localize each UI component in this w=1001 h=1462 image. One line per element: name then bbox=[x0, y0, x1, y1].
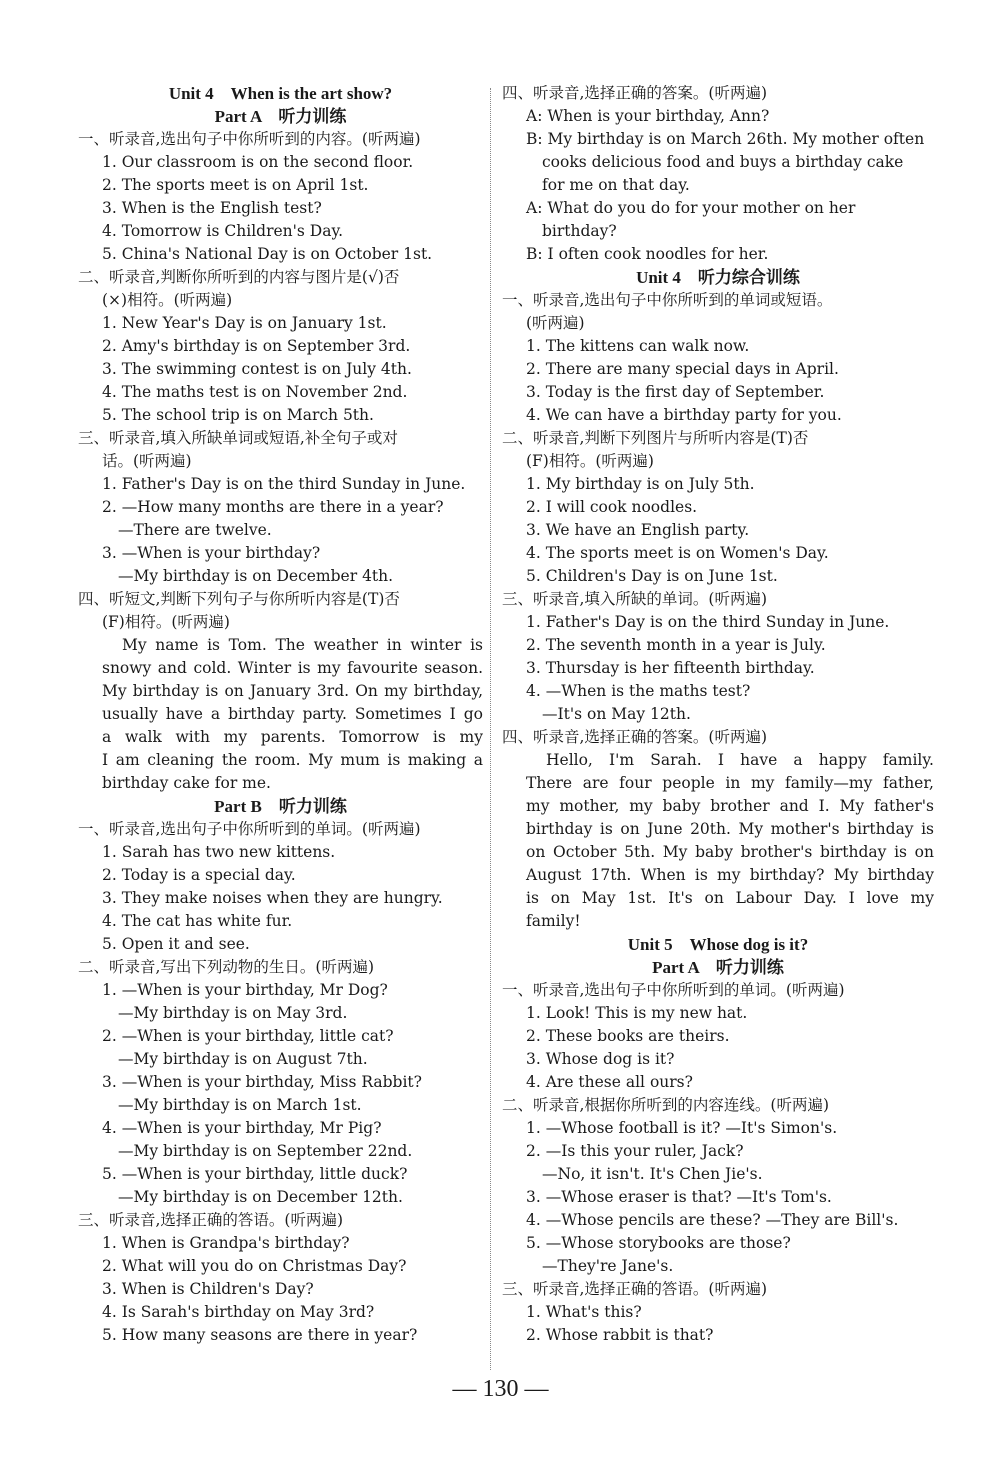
item-line: 1. Look! This is my new hat. bbox=[526, 1004, 748, 1022]
passage-line: is on May 1st. It's on Labour Day. I love my bbox=[526, 889, 934, 907]
item-line: 3. When is the English test? bbox=[102, 199, 322, 217]
passage-line: snowy and cold. Winter is my favourite season. bbox=[102, 659, 483, 677]
item-line: 2. —How many months are there in a year? bbox=[102, 498, 444, 516]
section-instruction: 三、听录音,选择正确的答语。(听两遍) bbox=[502, 1280, 768, 1298]
item-line: 5. How many seasons are there in year? bbox=[102, 1326, 418, 1344]
section-instruction: 二、听录音,写出下列动物的生日。(听两遍) bbox=[78, 958, 375, 976]
page-number: — 130 — bbox=[452, 1376, 549, 1402]
reply-line: —No, it isn't. It's Chen Jie's. bbox=[542, 1165, 763, 1183]
item-line: 4. The sports meet is on Women's Day. bbox=[526, 544, 829, 562]
passage-line: a walk with my parents. Tomorrow is my bbox=[102, 728, 483, 746]
passage-line: My birthday is on January 3rd. On my birthday, bbox=[102, 682, 483, 700]
item-line: 5. Children's Day is on June 1st. bbox=[526, 567, 778, 585]
section-instruction: 二、听录音,判断下列图片与所听内容是(T)否 bbox=[502, 429, 809, 447]
item-line: 5. —Whose storybooks are those? bbox=[526, 1234, 791, 1252]
passage-line: birthday is on June 20th. My mother's birthday is bbox=[526, 820, 934, 838]
passage-line: August 17th. When is my birthday? My birthday bbox=[526, 866, 934, 884]
item-line: 5. China's National Day is on October 1st. bbox=[102, 245, 433, 263]
item-line: 3. They make noises when they are hungry. bbox=[102, 889, 443, 907]
column-divider bbox=[490, 88, 491, 1370]
part-heading: Part A 听力训练 bbox=[214, 107, 347, 126]
passage-line: birthday cake for me. bbox=[102, 774, 271, 792]
passage-line: Hello, I'm Sarah. I have a happy family. bbox=[546, 751, 934, 769]
passage-line: on October 5th. My baby brother's birthday is on bbox=[526, 843, 934, 861]
part-heading: Part B 听力训练 bbox=[214, 797, 347, 816]
item-line: 2. —When is your birthday, little cat? bbox=[102, 1027, 394, 1045]
section-instruction: 四、听录音,选择正确的答案。(听两遍) bbox=[502, 728, 768, 746]
item-line: 3. Today is the first day of September. bbox=[526, 383, 825, 401]
part-heading: Part A 听力训练 bbox=[652, 958, 784, 977]
item-line: (×)相符。(听两遍) bbox=[102, 291, 233, 309]
item-line: 4. We can have a birthday party for you. bbox=[526, 406, 842, 424]
item-line: 2. Amy's birthday is on September 3rd. bbox=[102, 337, 411, 355]
section-instruction: 三、听录音,填入所缺单词或短语,补全句子或对 bbox=[78, 429, 398, 447]
item-line: 1. Sarah has two new kittens. bbox=[102, 843, 336, 861]
item-line: 2. Today is a special day. bbox=[102, 866, 296, 884]
item-line: B: My birthday is on March 26th. My mother often bbox=[526, 130, 925, 148]
item-line: A: What do you do for your mother on her bbox=[526, 199, 856, 217]
item-line: 3. When is Children's Day? bbox=[102, 1280, 314, 1298]
right-column bbox=[502, 82, 934, 1347]
item-line: 话。(听两遍) bbox=[102, 452, 192, 470]
item-line: (F)相符。(听两遍) bbox=[102, 613, 230, 631]
item-line: 5. —When is your birthday, little duck? bbox=[102, 1165, 408, 1183]
item-line: 2. These books are theirs. bbox=[526, 1027, 730, 1045]
item-line: A: When is your birthday, Ann? bbox=[526, 107, 770, 125]
item-line: 4. Is Sarah's birthday on May 3rd? bbox=[102, 1303, 375, 1321]
section-instruction: 四、听短文,判断下列句子与你所听内容是(T)否 bbox=[78, 590, 400, 608]
item-line: (听两遍) bbox=[526, 314, 585, 332]
item-line: 3. The swimming contest is on July 4th. bbox=[102, 360, 412, 378]
item-line: 2. The seventh month in a year is July. bbox=[526, 636, 826, 654]
left-column bbox=[78, 82, 483, 1347]
reply-line: —My birthday is on May 3rd. bbox=[118, 1004, 348, 1022]
unit-heading: Unit 4 When is the art show? bbox=[168, 84, 393, 103]
item-line: 3. —Whose eraser is that? —It's Tom's. bbox=[526, 1188, 832, 1206]
reply-line: —My birthday is on December 4th. bbox=[118, 567, 394, 585]
item-line: 3. —When is your birthday? bbox=[102, 544, 321, 562]
reply-line: birthday? bbox=[542, 222, 617, 240]
item-line: 4. Tomorrow is Children's Day. bbox=[102, 222, 344, 240]
item-line: 4. —When is the maths test? bbox=[526, 682, 751, 700]
passage-line: My name is Tom. The weather in winter is bbox=[122, 636, 483, 654]
item-line: 3. —When is your birthday, Miss Rabbit? bbox=[102, 1073, 422, 1091]
item-line: 1. —Whose football is it? —It's Simon's. bbox=[526, 1119, 838, 1137]
section-instruction: 四、听录音,选择正确的答案。(听两遍) bbox=[502, 84, 768, 102]
reply-line: —My birthday is on August 7th. bbox=[118, 1050, 368, 1068]
section-instruction: 二、听录音,根据你所听到的内容连线。(听两遍) bbox=[502, 1096, 830, 1114]
item-line: 1. Our classroom is on the second floor. bbox=[102, 153, 414, 171]
item-line: 1. —When is your birthday, Mr Dog? bbox=[102, 981, 388, 999]
reply-line: —My birthday is on December 12th. bbox=[118, 1188, 403, 1206]
reply-line: cooks delicious food and buys a birthday cake bbox=[542, 153, 904, 171]
item-line: 2. —Is this your ruler, Jack? bbox=[526, 1142, 744, 1160]
section-instruction: 二、听录音,判断你所听到的内容与图片是(√)否 bbox=[78, 268, 400, 286]
passage-line: There are four people in my family—my father, bbox=[526, 774, 934, 792]
item-line: 2. Whose rabbit is that? bbox=[526, 1326, 714, 1344]
reply-line: —They're Jane's. bbox=[542, 1257, 674, 1275]
passage-line: usually have a birthday party. Sometimes I go bbox=[102, 705, 483, 723]
item-line: 1. New Year's Day is on January 1st. bbox=[102, 314, 387, 332]
item-line: 2. There are many special days in April. bbox=[526, 360, 839, 378]
section-instruction: 三、听录音,填入所缺的单词。(听两遍) bbox=[502, 590, 768, 608]
item-line: 1. When is Grandpa's birthday? bbox=[102, 1234, 350, 1252]
reply-line: for me on that day. bbox=[542, 176, 690, 194]
item-line: 1. Father's Day is on the third Sunday in June. bbox=[526, 613, 890, 631]
item-line: 5. Open it and see. bbox=[102, 935, 250, 953]
item-line: 1. What's this? bbox=[526, 1303, 642, 1321]
item-line: (F)相符。(听两遍) bbox=[526, 452, 654, 470]
section-instruction: 一、听录音,选出句子中你所听到的单词或短语。 bbox=[502, 291, 833, 309]
item-line: 3. Thursday is her fifteenth birthday. bbox=[526, 659, 815, 677]
reply-line: —My birthday is on September 22nd. bbox=[118, 1142, 413, 1160]
passage-line: I am cleaning the room. My mum is making a bbox=[102, 751, 483, 769]
unit-heading: Unit 5 Whose dog is it? bbox=[627, 935, 809, 954]
item-line: 5. The school trip is on March 5th. bbox=[102, 406, 374, 424]
item-line: 2. The sports meet is on April 1st. bbox=[102, 176, 369, 194]
item-line: 4. Are these all ours? bbox=[526, 1073, 693, 1091]
part-heading: Unit 4 听力综合训练 bbox=[636, 268, 800, 287]
passage-line: my mother, my baby brother and I. My father's bbox=[526, 797, 934, 815]
item-line: 4. The cat has white fur. bbox=[102, 912, 293, 930]
reply-line: —My birthday is on March 1st. bbox=[118, 1096, 362, 1114]
item-line: 1. My birthday is on July 5th. bbox=[526, 475, 755, 493]
item-line: 4. —When is your birthday, Mr Pig? bbox=[102, 1119, 382, 1137]
reply-line: —There are twelve. bbox=[118, 521, 272, 539]
item-line: 3. We have an English party. bbox=[526, 521, 750, 539]
item-line: 1. The kittens can walk now. bbox=[526, 337, 750, 355]
item-line: 3. Whose dog is it? bbox=[526, 1050, 675, 1068]
section-instruction: 三、听录音,选择正确的答语。(听两遍) bbox=[78, 1211, 344, 1229]
section-instruction: 一、听录音,选出句子中你所听到的单词。(听两遍) bbox=[78, 820, 421, 838]
item-line: 1. Father's Day is on the third Sunday in June. bbox=[102, 475, 466, 493]
item-line: 4. —Whose pencils are these? —They are Bill's. bbox=[526, 1211, 899, 1229]
item-line: B: I often cook noodles for her. bbox=[526, 245, 769, 263]
section-instruction: 一、听录音,选出句子中你所听到的单词。(听两遍) bbox=[502, 981, 845, 999]
item-line: 2. What will you do on Christmas Day? bbox=[102, 1257, 407, 1275]
item-line: 4. The maths test is on November 2nd. bbox=[102, 383, 408, 401]
reply-line: —It's on May 12th. bbox=[542, 705, 691, 723]
passage-line: family! bbox=[526, 912, 581, 930]
section-instruction: 一、听录音,选出句子中你所听到的内容。(听两遍) bbox=[78, 130, 421, 148]
item-line: 2. I will cook noodles. bbox=[526, 498, 698, 516]
